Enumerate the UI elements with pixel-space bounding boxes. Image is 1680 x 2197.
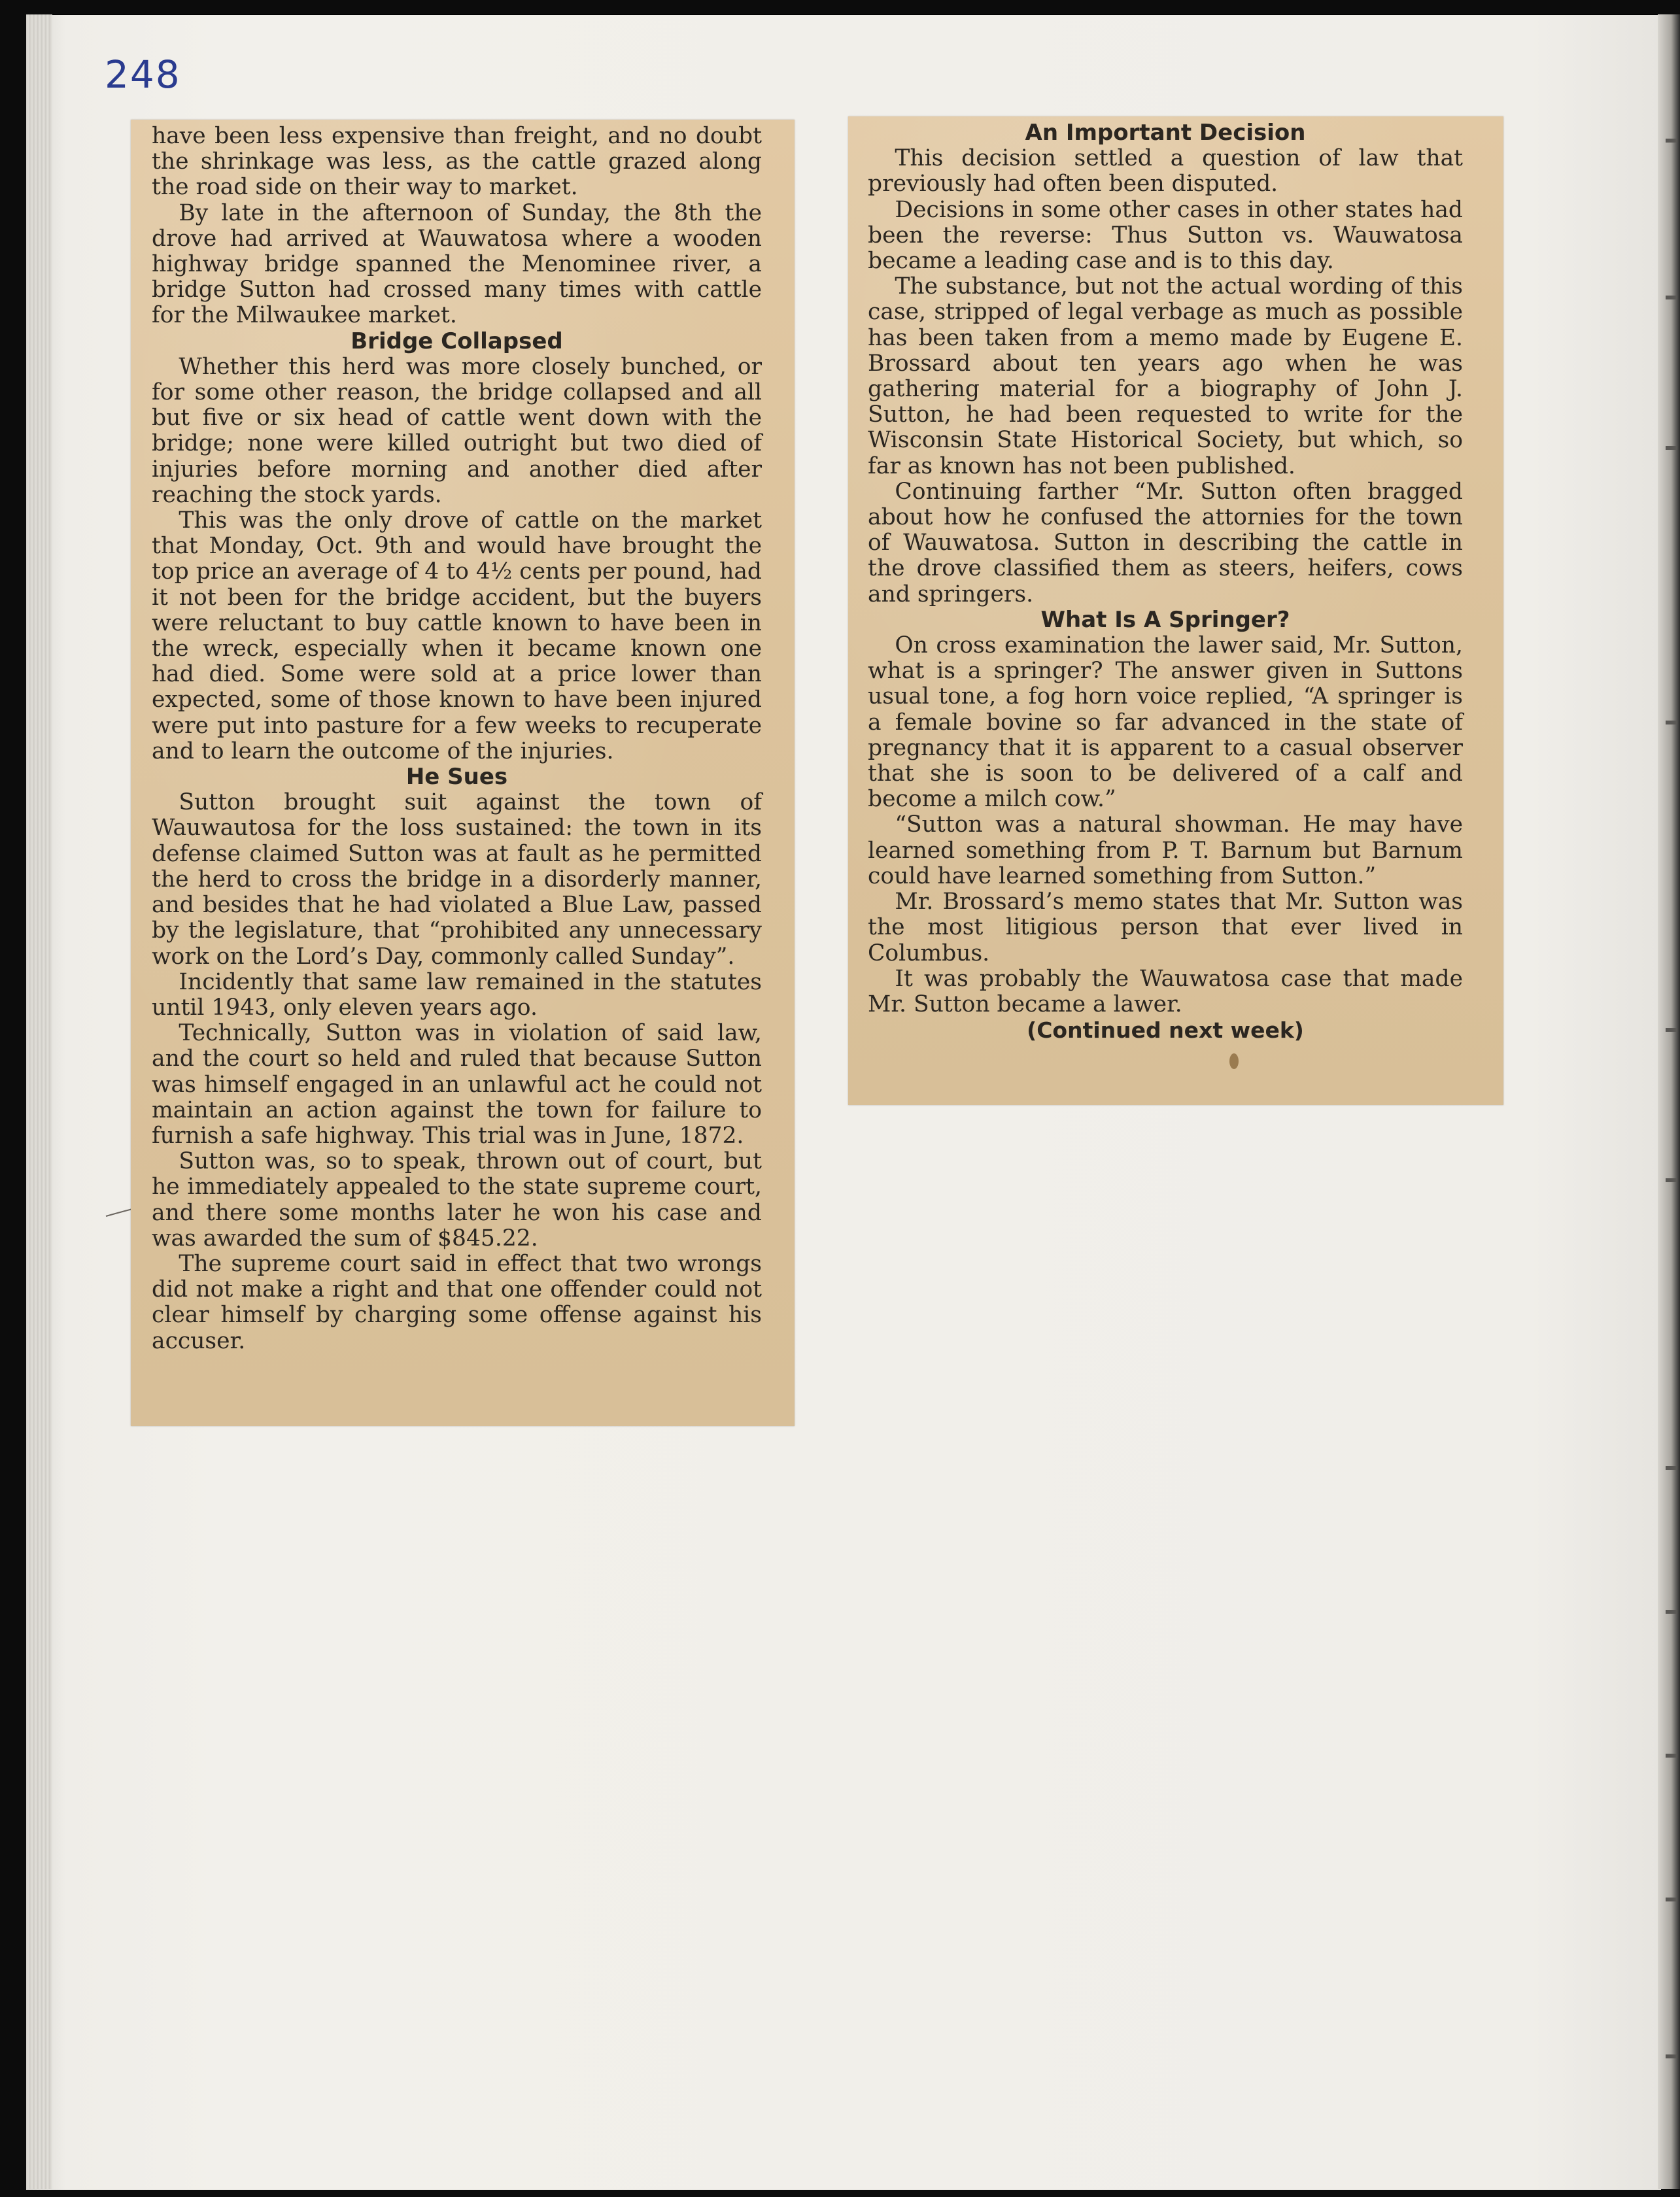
paragraph: This was the only drove of cattle on the market that Monday, Oct. 9th and would have brought the top price an average of 4 to 4½ cents per pound, had it not been for the bridge accident, but the buyers were reluctant to buy cattle known to have been in the wreck, especially when it became known one had died. Some were sold at a price lower than expected, some of those known to have been injured were put into pasture for a few weeks to recuperate and to learn the outcome of the injuries. [152,507,762,764]
paragraph: Whether this herd was more closely bunched, or for some other reason, the bridge collapsed and all but five or six head of cattle went down with the bridge; none were killed outright but two died of injuries before morning and another died after reaching the stock yards. [152,353,762,508]
paragraph: The supreme court said in effect that two wrongs did not make a right and that one offender could not clear himself by charging some offense against his accuser. [152,1250,762,1354]
paragraph: By late in the afternoon of Sunday, the 8th the drove had arrived at Wauwatosa where a wooden highway bridge spanned the Menominee river, a bridge Sutton had crossed many times with cattle for the Milwaukee market. [152,199,762,329]
subheading: An Important Decision [1025,120,1306,146]
page-tab-mark [1666,1028,1677,1032]
paragraph: On cross examination the lawer said, Mr. Sutton, what is a springer? The answer given in Suttons usual tone, a fog horn voice replied, “A springer is a female bovine so far advanced in the state of pregnancy that it is apparent to a casual observer that she is soon to be delivered of a calf and become a milch cow.” [868,632,1463,813]
binding-edge [1658,14,1680,2189]
subheading: Bridge Collapsed [351,328,563,354]
paragraph: Mr. Brossard’s memo states that Mr. Sutton was the most litigious person that ever lived in Columbus. [868,889,1463,966]
page-tab-mark [1666,1178,1677,1182]
paragraph: Decisions in some other cases in other states had been the reverse: Thus Sutton vs. Wauwatosa became a leading case and is to this day. [868,196,1463,275]
paragraph: Sutton brought suit against the town of Wauwautosa for the loss sustained: the town in its defense claimed Sutton was at fault as he permitted the herd to cross the bridge in a disorderly manner, and besides that he had violated a Blue Law, passed by the legislature, that “prohibited any unnecessary work on the Lord’s Day, commonly called Sunday”. [152,789,762,970]
page-tab-mark [1666,721,1677,724]
paragraph: This decision settled a question of law that previously had often been disputed. [868,145,1463,197]
page-tab-mark [1666,2054,1677,2058]
paragraph: have been less expensive than freight, and no doubt the shrinkage was less, as the cattle grazed along the road side on their way to market. [152,123,762,201]
page-tab-mark [1666,1610,1677,1614]
page-tab-mark [1666,139,1677,143]
paragraph: Sutton was, so to speak, thrown out of court, but he immediately appealed to the state supreme court, and there some months later he won his case and was awarded the sum of $845.22. [152,1148,762,1252]
page-stack-edge [26,14,52,2189]
page-tab-mark [1666,1898,1677,1901]
ink-spot [1224,1048,1244,1074]
page-tab-mark [1666,1754,1677,1758]
paragraph: Continuing farther “Mr. Sutton often bragged about how he confused the attornies for the town of Wauwatosa. Sutton in describing the cattle in the drove classified them as steers, heifers, cows and springers. [868,478,1463,607]
paragraph: It was probably the Wauwatosa case that made Mr. Sutton became a lawer. [868,965,1463,1017]
paragraph: Technically, Sutton was in violation of said law, and the court so held and ruled that because Sutton was himself engaged in an unlawful act he could not maintain an action against the town for failure to furnish a safe highway. This trial was in June, 1872. [152,1020,762,1149]
page-tab-mark [1666,446,1677,450]
paragraph: “Sutton was a natural showman. He may have learned something from P. T. Barnum but Barnum could have learned something from Sutton.” [868,811,1463,889]
page-number: 248 [105,52,181,97]
continued-note: (Continued next week) [1027,1017,1304,1044]
subheading: He Sues [405,764,508,791]
paragraph: Incidently that same law remained in the statutes until 1943, only eleven years ago. [152,968,762,1021]
page-tab-mark [1666,296,1677,299]
subheading: What Is A Springer? [1040,606,1290,633]
paragraph: The substance, but not the actual wording of this case, stripped of legal verbage as much as possible has been taken from a memo made by Eugene E. Brossard about ten years ago when he was gathering material for a biography of John J. Sutton, he had been requested to write for the Wisconsin State Historical Society, but which, so far as known has not been published. [868,273,1463,479]
newspaper-clipping-right [848,116,1503,1105]
page-tab-mark [1666,1466,1677,1470]
newspaper-clipping-left [131,120,795,1426]
